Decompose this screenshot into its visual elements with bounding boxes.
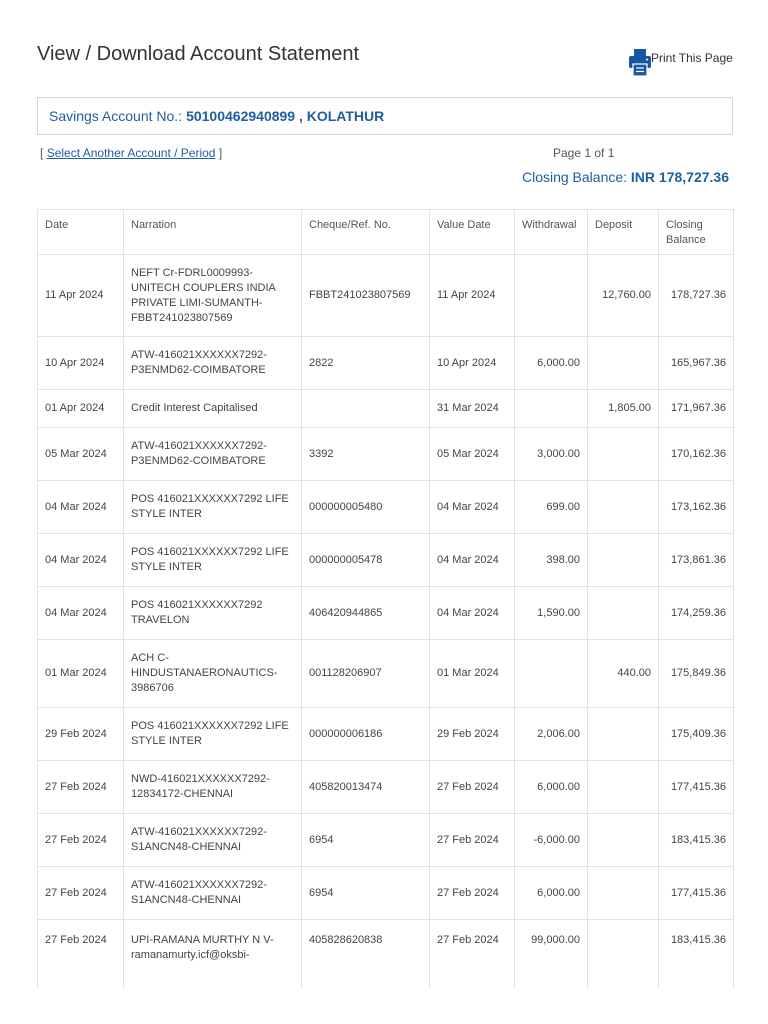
table-header-row xyxy=(38,210,734,255)
viewport-cutoff xyxy=(0,988,768,1024)
column-header-withdrawal: Withdrawal xyxy=(515,210,588,255)
cell-balance: 170,162.36 xyxy=(659,428,734,481)
cell-balance: 174,259.36 xyxy=(659,587,734,640)
printer-icon[interactable] xyxy=(628,48,652,78)
table-row xyxy=(38,920,734,995)
table-row xyxy=(38,814,734,867)
cell-withdrawal: 699.00 xyxy=(515,481,588,534)
table-row xyxy=(38,255,734,337)
cell-deposit xyxy=(588,920,659,995)
statement-table xyxy=(37,209,734,995)
cell-date: 27 Feb 2024 xyxy=(38,761,124,814)
cell-balance: 165,967.36 xyxy=(659,337,734,390)
cell-narration: POS 416021XXXXXX7292 LIFE STYLE INTER xyxy=(124,534,302,587)
cell-ref: 405820013474 xyxy=(302,761,430,814)
cell-narration: NWD-416021XXXXXX7292-12834172-CHENNAI xyxy=(124,761,302,814)
cell-balance: 183,415.36 xyxy=(659,920,734,995)
account-label: Savings Account No.: xyxy=(49,108,183,124)
cell-narration: ATW-416021XXXXXX7292-P3ENMD62-COIMBATORE xyxy=(124,337,302,390)
closing-balance-value: INR 178,727.36 xyxy=(630,169,729,185)
table-row xyxy=(38,867,734,920)
cell-value-date: 05 Mar 2024 xyxy=(430,428,515,481)
table-row xyxy=(38,337,734,390)
cell-withdrawal: 6,000.00 xyxy=(515,337,588,390)
cell-balance: 183,415.36 xyxy=(659,814,734,867)
cell-deposit xyxy=(588,481,659,534)
cell-deposit xyxy=(588,708,659,761)
cell-value-date: 27 Feb 2024 xyxy=(430,920,515,995)
cell-date: 04 Mar 2024 xyxy=(38,481,124,534)
cell-date: 04 Mar 2024 xyxy=(38,534,124,587)
cell-ref: 406420944865 xyxy=(302,587,430,640)
cell-withdrawal: 398.00 xyxy=(515,534,588,587)
cell-narration: ATW-416021XXXXXX7292-P3ENMD62-COIMBATORE xyxy=(124,428,302,481)
cell-deposit xyxy=(588,337,659,390)
cell-ref: 000000005478 xyxy=(302,534,430,587)
cell-value-date: 04 Mar 2024 xyxy=(430,481,515,534)
close-bracket: ] xyxy=(218,146,223,160)
cell-balance: 177,415.36 xyxy=(659,867,734,920)
cell-withdrawal: 3,000.00 xyxy=(515,428,588,481)
print-page-link[interactable] xyxy=(628,48,733,78)
cell-ref: 2822 xyxy=(302,337,430,390)
cell-ref: 000000005480 xyxy=(302,481,430,534)
cell-deposit xyxy=(588,534,659,587)
cell-withdrawal xyxy=(515,640,588,708)
cell-value-date: 31 Mar 2024 xyxy=(430,390,515,428)
cell-ref: 3392 xyxy=(302,428,430,481)
table-row xyxy=(38,534,734,587)
cell-withdrawal xyxy=(515,255,588,337)
cell-date: 27 Feb 2024 xyxy=(38,920,124,995)
cell-date: 29 Feb 2024 xyxy=(38,708,124,761)
cell-balance: 178,727.36 xyxy=(659,255,734,337)
table-row xyxy=(38,390,734,428)
cell-ref: 000000006186 xyxy=(302,708,430,761)
cell-deposit xyxy=(588,587,659,640)
column-header-deposit: Deposit xyxy=(588,210,659,255)
cell-balance: 175,409.36 xyxy=(659,708,734,761)
page-title: View / Download Account Statement xyxy=(37,43,360,65)
cell-narration: Credit Interest Capitalised xyxy=(124,390,302,428)
print-label[interactable]: Print This Page xyxy=(651,51,733,65)
select-account-row xyxy=(40,146,222,160)
cell-narration: POS 416021XXXXXX7292 LIFE STYLE INTER xyxy=(124,708,302,761)
cell-deposit: 1,805.00 xyxy=(588,390,659,428)
cell-ref: 405828620838 xyxy=(302,920,430,995)
cell-withdrawal: 1,590.00 xyxy=(515,587,588,640)
table-row xyxy=(38,587,734,640)
table-row xyxy=(38,640,734,708)
cell-ref xyxy=(302,390,430,428)
table-row xyxy=(38,428,734,481)
cell-balance: 175,849.36 xyxy=(659,640,734,708)
cell-withdrawal: 2,006.00 xyxy=(515,708,588,761)
cell-value-date: 29 Feb 2024 xyxy=(430,708,515,761)
cell-withdrawal: 6,000.00 xyxy=(515,867,588,920)
cell-deposit xyxy=(588,867,659,920)
select-another-account-link[interactable]: Select Another Account / Period xyxy=(46,146,216,160)
column-header-closing-balance: Closing Balance xyxy=(659,210,734,255)
cell-ref: FBBT241023807569 xyxy=(302,255,430,337)
cell-deposit xyxy=(588,761,659,814)
cell-value-date: 01 Mar 2024 xyxy=(430,640,515,708)
cell-narration: POS 416021XXXXXX7292 TRAVELON xyxy=(124,587,302,640)
cell-narration: ACH C-HINDUSTANAERONAUTICS-3986706 xyxy=(124,640,302,708)
page-indicator: Page 1 of 1 xyxy=(553,146,615,160)
cell-deposit xyxy=(588,814,659,867)
column-header-value-date: Value Date xyxy=(430,210,515,255)
cell-withdrawal: 99,000.00 xyxy=(515,920,588,995)
cell-balance: 173,162.36 xyxy=(659,481,734,534)
cell-value-date: 27 Feb 2024 xyxy=(430,814,515,867)
cell-date: 10 Apr 2024 xyxy=(38,337,124,390)
table-row xyxy=(38,481,734,534)
cell-deposit: 12,760.00 xyxy=(588,255,659,337)
cell-date: 05 Mar 2024 xyxy=(38,428,124,481)
cell-value-date: 10 Apr 2024 xyxy=(430,337,515,390)
cell-value-date: 11 Apr 2024 xyxy=(430,255,515,337)
cell-narration: ATW-416021XXXXXX7292-S1ANCN48-CHENNAI xyxy=(124,867,302,920)
cell-value-date: 04 Mar 2024 xyxy=(430,587,515,640)
cell-withdrawal xyxy=(515,390,588,428)
cell-date: 01 Mar 2024 xyxy=(38,640,124,708)
table-row xyxy=(38,761,734,814)
cell-date: 27 Feb 2024 xyxy=(38,867,124,920)
open-bracket: [ xyxy=(40,146,44,160)
column-header-date: Date xyxy=(38,210,124,255)
cell-ref: 6954 xyxy=(302,814,430,867)
cell-value-date: 04 Mar 2024 xyxy=(430,534,515,587)
cell-narration: POS 416021XXXXXX7292 LIFE STYLE INTER xyxy=(124,481,302,534)
cell-deposit xyxy=(588,428,659,481)
cell-date: 27 Feb 2024 xyxy=(38,814,124,867)
cell-deposit: 440.00 xyxy=(588,640,659,708)
cell-date: 11 Apr 2024 xyxy=(38,255,124,337)
cell-date: 01 Apr 2024 xyxy=(38,390,124,428)
cell-narration: NEFT Cr-FDRL0009993-UNITECH COUPLERS INDIA PRIVATE LIMI-SUMANTH-FBBT241023807569 xyxy=(124,255,302,337)
column-header-ref: Cheque/Ref. No. xyxy=(302,210,430,255)
cell-balance: 173,861.36 xyxy=(659,534,734,587)
account-number: 50100462940899 , KOLATHUR xyxy=(186,108,385,124)
cell-narration: ATW-416021XXXXXX7292-S1ANCN48-CHENNAI xyxy=(124,814,302,867)
closing-balance-label: Closing Balance: xyxy=(521,169,628,185)
cell-value-date: 27 Feb 2024 xyxy=(430,867,515,920)
cell-ref: 6954 xyxy=(302,867,430,920)
cell-date: 04 Mar 2024 xyxy=(38,587,124,640)
cell-value-date: 27 Feb 2024 xyxy=(430,761,515,814)
cell-balance: 171,967.36 xyxy=(659,390,734,428)
account-info-box xyxy=(37,97,733,135)
cell-withdrawal: -6,000.00 xyxy=(515,814,588,867)
cell-withdrawal: 6,000.00 xyxy=(515,761,588,814)
cell-ref: 001128206907 xyxy=(302,640,430,708)
closing-balance xyxy=(522,169,729,185)
cell-narration: UPI-RAMANA MURTHY N V-ramanamurty.icf@oksbi- xyxy=(124,920,302,995)
cell-balance: 177,415.36 xyxy=(659,761,734,814)
table-row xyxy=(38,708,734,761)
column-header-narration: Narration xyxy=(124,210,302,255)
